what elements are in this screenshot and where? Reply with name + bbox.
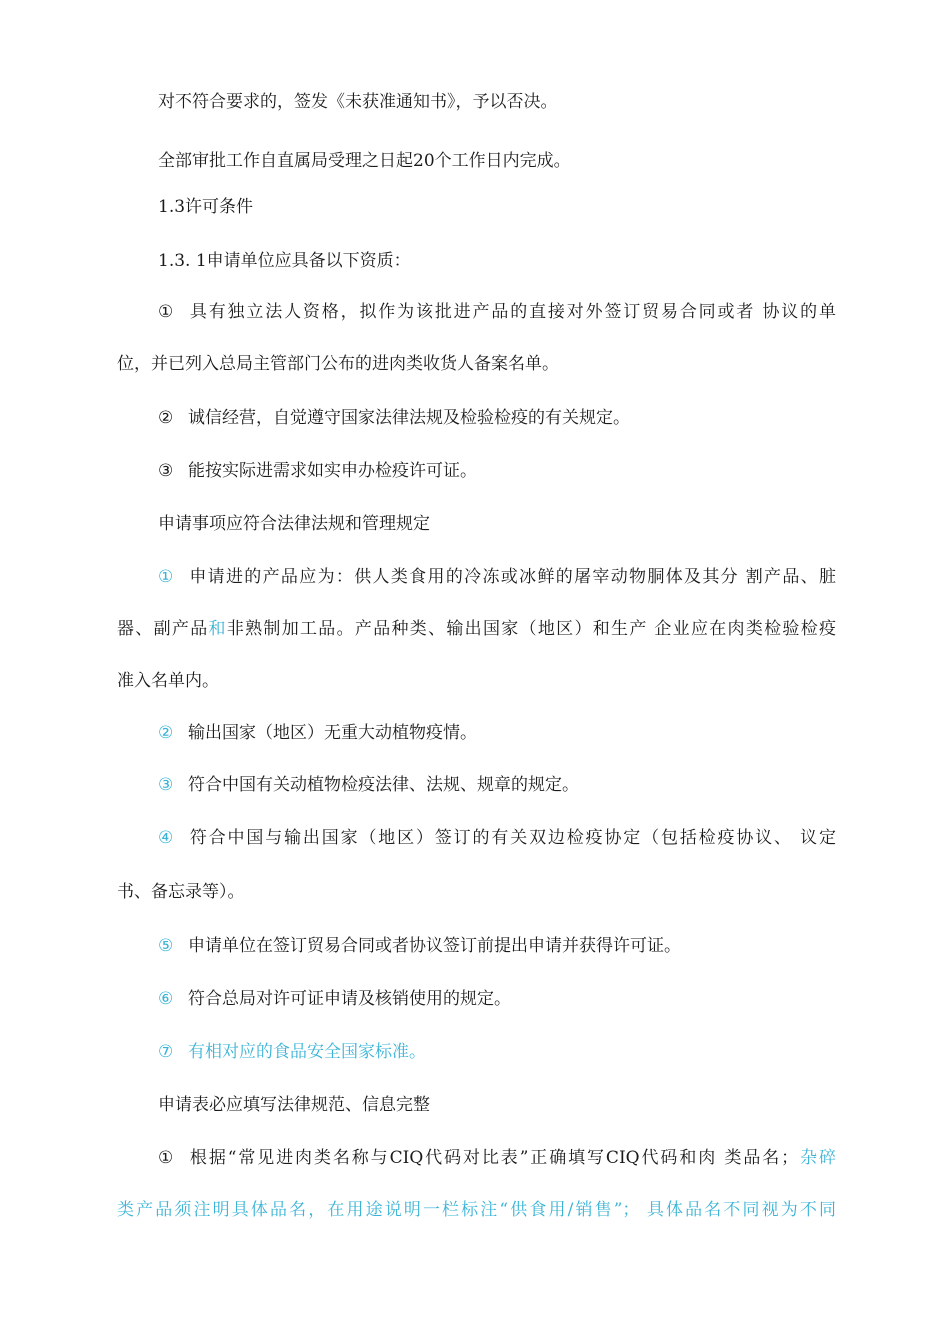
paragraph-rejection: 对不符合要求的，签发《未获准通知书》，予以否决。 <box>158 92 558 112</box>
qualification-item-1-line-2: 位，并已列入总局主管部门公布的进肉类收货人备案名单。 <box>117 354 559 374</box>
item-marker: ⑤ <box>158 936 174 956</box>
item-text: 诚信经营，自觉遵守国家法律法规及检验检疫的有关规定。 <box>188 408 630 428</box>
item-text: 输出国家（地区）无重大动植物疫情。 <box>188 723 477 743</box>
requirement-item-6 <box>158 987 511 1011</box>
item-text: 非熟制加工品。产品种类、输出国家（地区）和生产 企业应在肉类检验检疫 <box>226 619 837 639</box>
item-text: 申请单位在签订贸易合同或者协议签订前提出申请并获得许可证。 <box>188 936 681 956</box>
item-text: 符合总局对许可证申请及核销使用的规定。 <box>188 989 511 1009</box>
item-marker: ① <box>158 567 174 587</box>
item-marker: ③ <box>158 461 174 481</box>
heading-application-matters: 申请事项应符合法律法规和管理规定 <box>158 514 430 534</box>
item-marker: ⑥ <box>158 989 174 1009</box>
requirement-item-1-line-3: 准入名单内。 <box>117 671 219 691</box>
qualification-item-1-line-1 <box>117 300 836 324</box>
item-text: 有相对应的食品安全国家标准。 <box>188 1042 426 1062</box>
qualification-item-2 <box>158 406 630 430</box>
section-heading-1-3: 1.3许可条件 <box>158 197 254 217</box>
item-text: 符合中国与输出国家（地区）签订的有关双边检疫协定（包括检疫协议、 议定 <box>188 828 836 848</box>
item-text-highlight: 和 <box>208 619 227 639</box>
item-marker: ③ <box>158 775 174 795</box>
item-text-highlight: 杂碎 <box>798 1148 837 1168</box>
item-text: 申请进的产品应为：供人类食用的冷冻或冰鲜的屠宰动物胴体及其分 割产品、脏 <box>188 567 836 587</box>
item-marker: ② <box>158 408 174 428</box>
requirement-item-5 <box>158 934 681 958</box>
item-marker: ④ <box>158 828 174 848</box>
item-text: 具有独立法人资格，拟作为该批进产品的直接对外签订贸易合同或者 协议的单 <box>188 302 836 322</box>
item-text: 能按实际进需求如实申办检疫许可证。 <box>188 461 477 481</box>
requirement-item-3 <box>158 773 579 797</box>
form-item-1-line-1 <box>117 1146 836 1170</box>
requirement-item-1-line-2 <box>117 617 836 641</box>
item-marker: ① <box>158 1148 174 1168</box>
form-item-1-line-2: 类产品须注明具体品名，在用途说明一栏标注“供食用/销售”； 具体品名不同视为不同 <box>117 1200 836 1220</box>
requirement-item-4-line-1 <box>117 826 836 850</box>
item-marker: ⑦ <box>158 1042 174 1062</box>
requirement-item-7 <box>158 1040 426 1064</box>
heading-application-form: 申请表必应填写法律规范、信息完整 <box>158 1095 430 1115</box>
requirement-item-2 <box>158 721 477 745</box>
section-heading-1-3-1: 1.3. 1申请单位应具备以下资质： <box>158 251 411 271</box>
requirement-item-1-line-1 <box>117 565 836 589</box>
paragraph-approval-time: 全部审批工作自直属局受理之日起20个工作日内完成。 <box>158 151 571 171</box>
item-text: 根据“常见进肉类名称与CIQ代码对比表”正确填写CIQ代码和肉 类品名； <box>188 1148 799 1168</box>
item-text: 器、副产品 <box>117 619 209 639</box>
item-marker: ② <box>158 723 174 743</box>
qualification-item-3 <box>158 459 477 483</box>
item-marker: ① <box>158 302 174 322</box>
item-text: 符合中国有关动植物检疫法律、法规、规章的规定。 <box>188 775 579 795</box>
requirement-item-4-line-2: 书、备忘录等）。 <box>117 882 245 902</box>
